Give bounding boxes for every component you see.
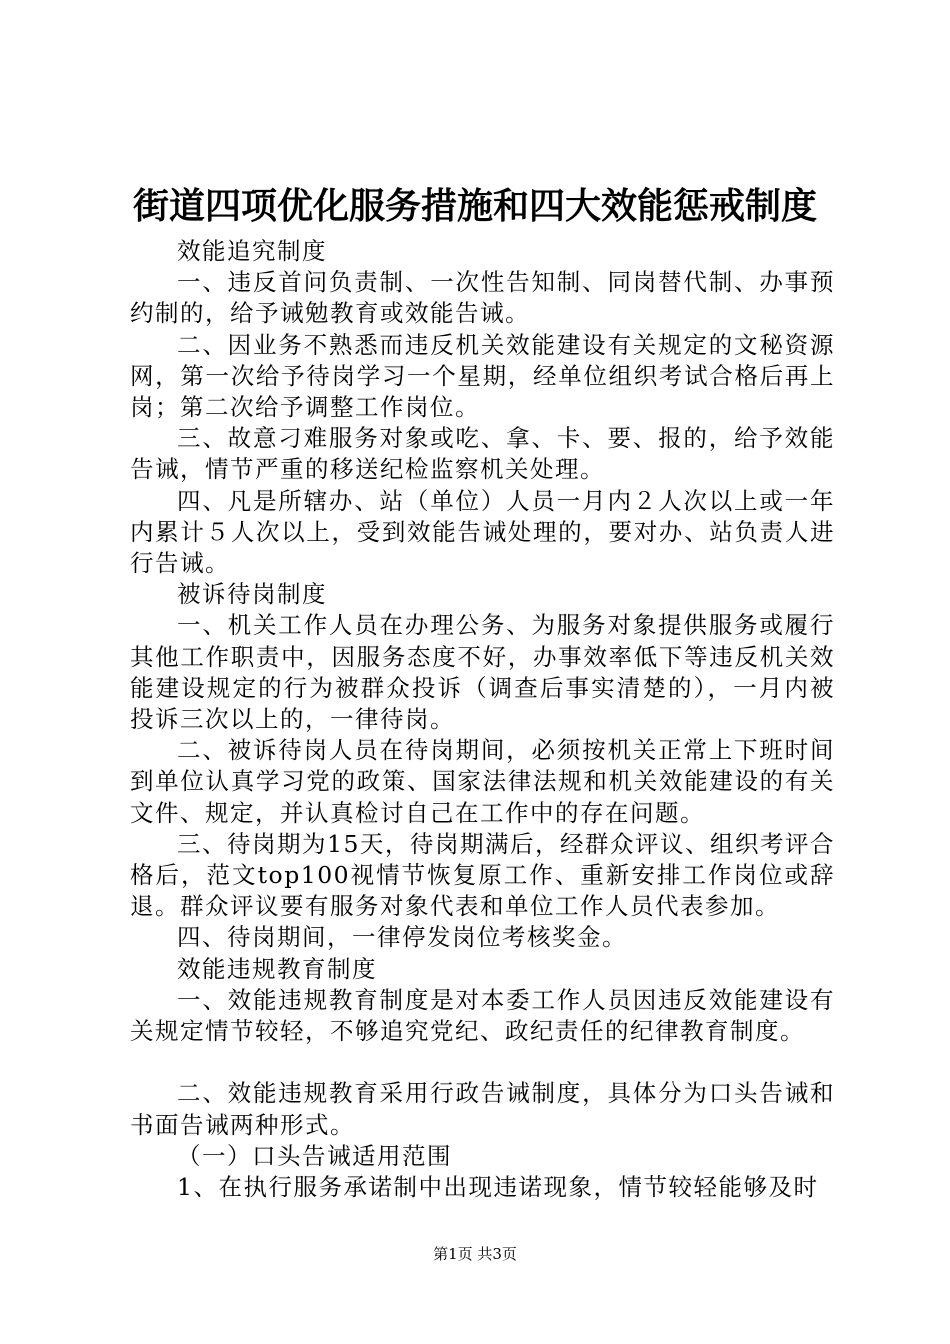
paragraph: 一、机关工作人员在办理公务、为服务对象提供服务或履行其他工作职责中，因服务态度不好，办事效率低下等违反机关效能建设规定的行为被群众投诉（调查后事实清楚的），一月内被投诉三次以上的，一律待岗。 bbox=[130, 611, 835, 734]
page-number-footer: 第1页 共3页 bbox=[433, 1245, 517, 1263]
paragraph: 二、效能违规教育采用行政告诫制度，具体分为口头告诫和书面告诫两种形式。 bbox=[130, 1079, 835, 1139]
paragraph: 1、在执行服务承诺制中出现违诺现象，情节较轻能够及时 bbox=[177, 1173, 819, 1202]
paragraph: 二、因业务不熟悉而违反机关效能建设有关规定的文秘资源网，第一次给予待岗学习一个星期，经单位组织考试合格后再上岗；第二次给予调整工作岗位。 bbox=[130, 330, 835, 422]
paragraph: 二、被诉待岗人员在待岗期间，必须按机关正常上下班时间到单位认真学习党的政策、国家法律法规和机关效能建设的有关文件、规定，并认真检讨自己在工作中的存在问题。 bbox=[130, 736, 835, 827]
paragraph: 三、待岗期为15天，待岗期满后，经群众评议、组织考评合格后，范文top100视情节恢复原工作、重新安排工作岗位或辞退。群众评议要有服务对象代表和单位工作人员代表参加。 bbox=[130, 829, 835, 921]
paragraph: 一、违反首问负责制、一次性告知制、同岗替代制、办事预约制的，给予诫勉教育或效能告诫。 bbox=[130, 268, 835, 328]
section-heading: 效能追究制度 bbox=[177, 237, 327, 265]
document-body bbox=[130, 236, 835, 1203]
section-heading: 被诉待岗制度 bbox=[177, 580, 327, 609]
section-heading: 效能违规教育制度 bbox=[177, 954, 377, 983]
paragraph: 四、凡是所辖办、站（单位）人员一月内２人次以上或一年内累计５人次以上，受到效能告诫处理的，要对办、站负责人进行告诫。 bbox=[130, 486, 835, 578]
paragraph: 三、故意刁难服务对象或吃、拿、卡、要、报的，给予效能告诫，情节严重的移送纪检监察机关处理。 bbox=[130, 424, 835, 484]
document-title: 街道四项优化服务措施和四大效能惩戒制度 bbox=[132, 185, 817, 227]
paragraph: 一、效能违规教育制度是对本委工作人员因违反效能建设有关规定情节较轻，不够追究党纪、政纪责任的纪律教育制度。 bbox=[130, 985, 835, 1046]
paragraph: 四、待岗期间，一律停发岗位考核奖金。 bbox=[177, 923, 627, 952]
subsection-heading: （一）口头告诫适用范围 bbox=[177, 1141, 452, 1170]
